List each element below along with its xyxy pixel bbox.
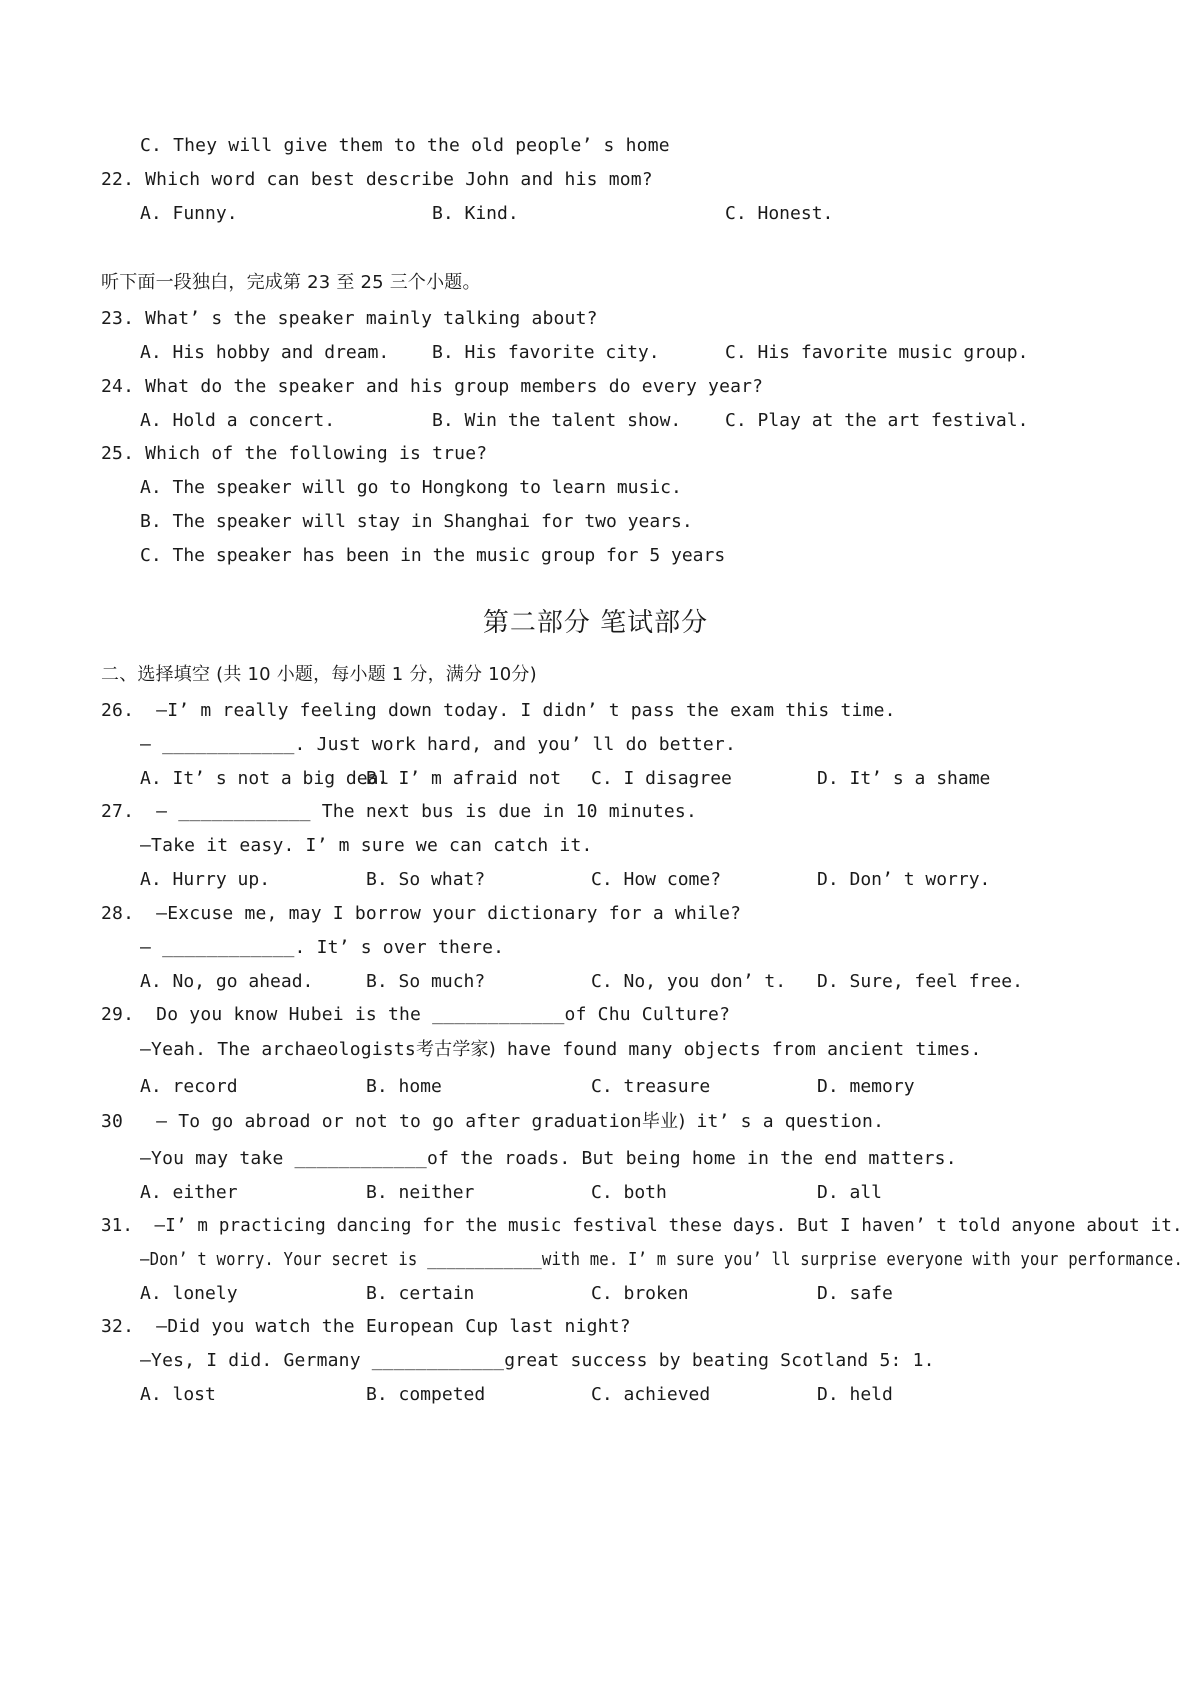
q23-stem: 23. What’ s the speaker mainly talking about? (101, 308, 598, 329)
q28-option-a: A. No, go ahead. (140, 971, 314, 992)
q28-option-d: D. Sure, feel free. (817, 971, 1023, 992)
q29-line2-rest: have found many objects from ancient times. (495, 1039, 982, 1060)
q30-line2: —You may take ____________of the roads. But being home in the end matters. (140, 1148, 957, 1169)
q31-option-b: B. certain (366, 1283, 475, 1304)
q32-line1: 32. —Did you watch the European Cup last night? (101, 1316, 631, 1337)
q27-option-a: A. Hurry up. (140, 869, 271, 890)
q27-line2: —Take it easy. I’ m sure we can catch it. (140, 835, 593, 856)
q24-option-c: C. Play at the art festival. (725, 410, 1029, 431)
q23-option-c: C. His favorite music group. (725, 342, 1029, 363)
q29-line2-start: —Yeah. The archaeologists (140, 1039, 416, 1060)
q32-line2: —Yes, I did. Germany ____________great success by beating Scotland 5: 1. (140, 1350, 935, 1371)
q27-line1: 27. — ____________ The next bus is due in 10 minutes. (101, 801, 697, 822)
q25-option-a: A. The speaker will go to Hongkong to learn music. (140, 477, 682, 498)
q27-option-c: C. How come? (591, 869, 722, 890)
q22-stem: 22. Which word can best describe John and his mom? (101, 169, 653, 190)
q31-line1: 31. —I’ m practicing dancing for the music festival these days. But I haven’ t told anyone about it. (101, 1215, 1183, 1236)
q29-option-d: D. memory (817, 1076, 915, 1097)
q32-option-a: A. lost (140, 1384, 216, 1405)
section-heading: 二、选择填空 (共 10 小题，每小题 1 分，满分 10分) (101, 664, 537, 685)
q21-option-c: C. They will give them to the old people’ s home (140, 135, 670, 156)
q29-gloss: 考古学家) (415, 1039, 496, 1060)
q32-option-d: D. held (817, 1384, 893, 1405)
q26-option-d: D. It’ s a shame (817, 768, 991, 789)
q30-line1 (101, 1110, 884, 1134)
q29-option-b: B. home (366, 1076, 442, 1097)
q31-option-a: A. lonely (140, 1283, 238, 1304)
q23-option-b: B. His favorite city. (432, 342, 660, 363)
q30-option-c: C. both (591, 1182, 667, 1203)
q26-line1: 26. —I’ m really feeling down today. I didn’ t pass the exam this time. (101, 700, 896, 721)
q30-option-b: B. neither (366, 1182, 475, 1203)
q26-option-b: B. I’ m afraid not (366, 768, 562, 789)
q25-option-c: C. The speaker has been in the music group for 5 years (140, 545, 726, 566)
q29-line1: 29. Do you know Hubei is the ____________of Chu Culture? (101, 1004, 731, 1025)
q26-option-a: A. It’ s not a big deal (140, 768, 390, 789)
q30-line1-rest: it’ s a question. (685, 1111, 885, 1132)
q32-option-b: B. competed (366, 1384, 486, 1405)
q26-option-c: C. I disagree (591, 768, 732, 789)
q23-option-a: A. His hobby and dream. (140, 342, 390, 363)
q26-line2: — ____________. Just work hard, and you’ ll do better. (140, 734, 736, 755)
q25-stem: 25. Which of the following is true? (101, 443, 488, 464)
q27-option-d: D. Don’ t worry. (817, 869, 991, 890)
q24-option-a: A. Hold a concert. (140, 410, 336, 431)
q32-option-c: C. achieved (591, 1384, 711, 1405)
q29-line2 (140, 1038, 982, 1062)
q30-gloss: 毕业) (641, 1111, 686, 1132)
q28-line1: 28. —Excuse me, may I borrow your dictionary for a while? (101, 903, 742, 924)
q29-option-c: C. treasure (591, 1076, 711, 1097)
q31-option-c: C. broken (591, 1283, 689, 1304)
q22-option-b: B. Kind. (432, 203, 519, 224)
q31-line2: —Don’ t worry. Your secret is ____________with me. I’ m sure you’ ll surprise everyone with your performance. (140, 1249, 1184, 1270)
q31-option-d: D. safe (817, 1283, 893, 1304)
part-two-title: 第二部分 笔试部分 (482, 608, 709, 638)
q24-option-b: B. Win the talent show. (432, 410, 682, 431)
q30-option-a: A. either (140, 1182, 238, 1203)
monologue-instruction: 听下面一段独白，完成第 23 至 25 三个小题。 (101, 272, 481, 293)
q30-option-d: D. all (817, 1182, 883, 1203)
q22-option-a: A. Funny. (140, 203, 238, 224)
q25-option-b: B. The speaker will stay in Shanghai for two years. (140, 511, 693, 532)
q22-option-c: C. Honest. (725, 203, 834, 224)
q30-line1-start: 30 — To go abroad or not to go after graduation (101, 1111, 642, 1132)
q24-stem: 24. What do the speaker and his group members do every year? (101, 376, 764, 397)
q29-option-a: A. record (140, 1076, 238, 1097)
q28-line2: — ____________. It’ s over there. (140, 937, 505, 958)
q28-option-c: C. No, you don’ t. (591, 971, 787, 992)
q28-option-b: B. So much? (366, 971, 486, 992)
q27-option-b: B. So what? (366, 869, 486, 890)
